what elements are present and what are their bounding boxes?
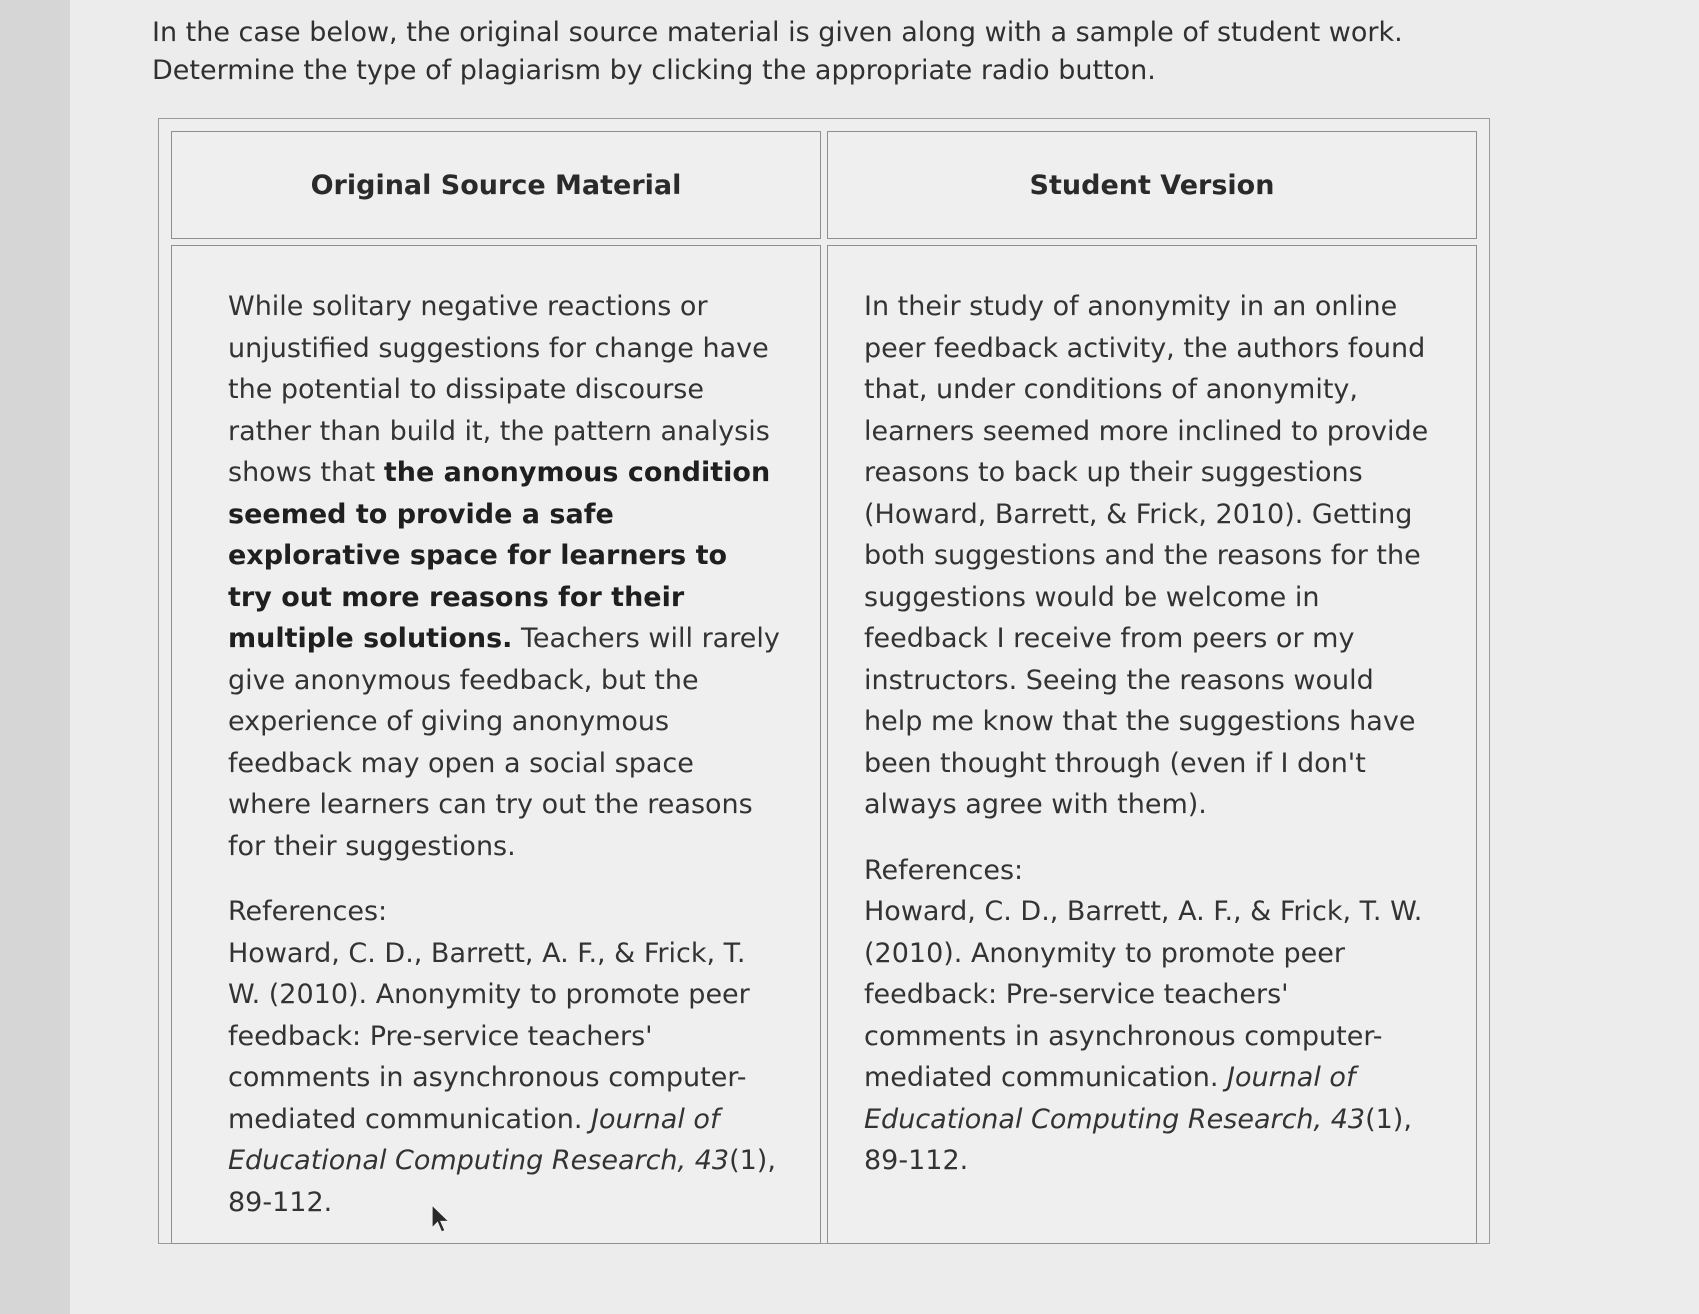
original-text-end: Teachers will rarely give anonymous feedback, but the experience of giving anonymous feedback may open a social space where learners can try out the reasons for their suggestions. <box>228 623 780 862</box>
original-passage <box>228 286 780 867</box>
student-reference-journal: Journal of Educational Computing Research, 43 <box>864 1062 1366 1135</box>
instructions <box>152 14 1452 90</box>
student-references <box>864 850 1436 1182</box>
original-bold-text: the anonymous condition seemed to provide a safe explorative space for learners to try out more reasons for their multiple solutions. <box>228 457 771 654</box>
instructions-line-1: In the case below, the original source material is given along with a sample of student work. <box>152 17 1403 48</box>
original-reference-citation <box>228 933 780 1224</box>
comparison-table-frame <box>158 118 1490 1244</box>
student-reference-citation <box>864 891 1436 1182</box>
student-version-cell <box>827 245 1477 1244</box>
table-row <box>171 245 1477 1244</box>
page-margin <box>0 0 70 1314</box>
student-version-header: Student Version <box>827 131 1477 239</box>
original-source-cell <box>171 245 821 1244</box>
original-text-start: While solitary negative reactions or unjustified suggestions for change have the potential to dissipate discourse rather than build it, the pattern analysis shows that <box>228 291 770 488</box>
original-source-header: Original Source Material <box>171 131 821 239</box>
comparison-table <box>165 125 1483 1250</box>
student-text: In their study of anonymity in an online peer feedback activity, the authors found that, under conditions of anonymity, learners seemed more inclined to provide reasons to back up their suggestions (Howard, Barrett, & Frick, 2010). Getting both suggestions and the reasons for the suggestions would be welcome in feedback I receive from peers or my instructors. Seeing the reasons would help me know that the suggestions have been thought through (even if I don't always agree with them). <box>864 291 1429 820</box>
original-reference-issue: (1), 89-112. <box>228 1145 776 1218</box>
student-reference-main: Howard, C. D., Barrett, A. F., & Frick, T. W. (2010). Anonymity to promote peer feedback: Pre-service teachers' comments in asynchronous computer-mediated communication. <box>864 896 1423 1093</box>
original-reference-main: Howard, C. D., Barrett, A. F., & Frick, T. W. (2010). Anonymity to promote peer feedback: Pre-service teachers' comments in asynchronous computer-mediated communication. <box>228 937 750 1135</box>
instructions-line-2: Determine the type of plagiarism by clicking the appropriate radio button. <box>152 55 1156 86</box>
student-reference-issue: (1), 89-112. <box>864 1103 1412 1176</box>
student-passage <box>864 286 1436 826</box>
original-reference-journal: Journal of Educational Computing Research, 43 <box>228 1103 730 1176</box>
mouse-pointer-icon <box>430 1204 452 1234</box>
table-header-row <box>171 131 1477 239</box>
student-references-label: References: <box>864 854 1024 886</box>
original-references-label: References: <box>228 896 388 927</box>
original-references <box>228 891 780 1223</box>
